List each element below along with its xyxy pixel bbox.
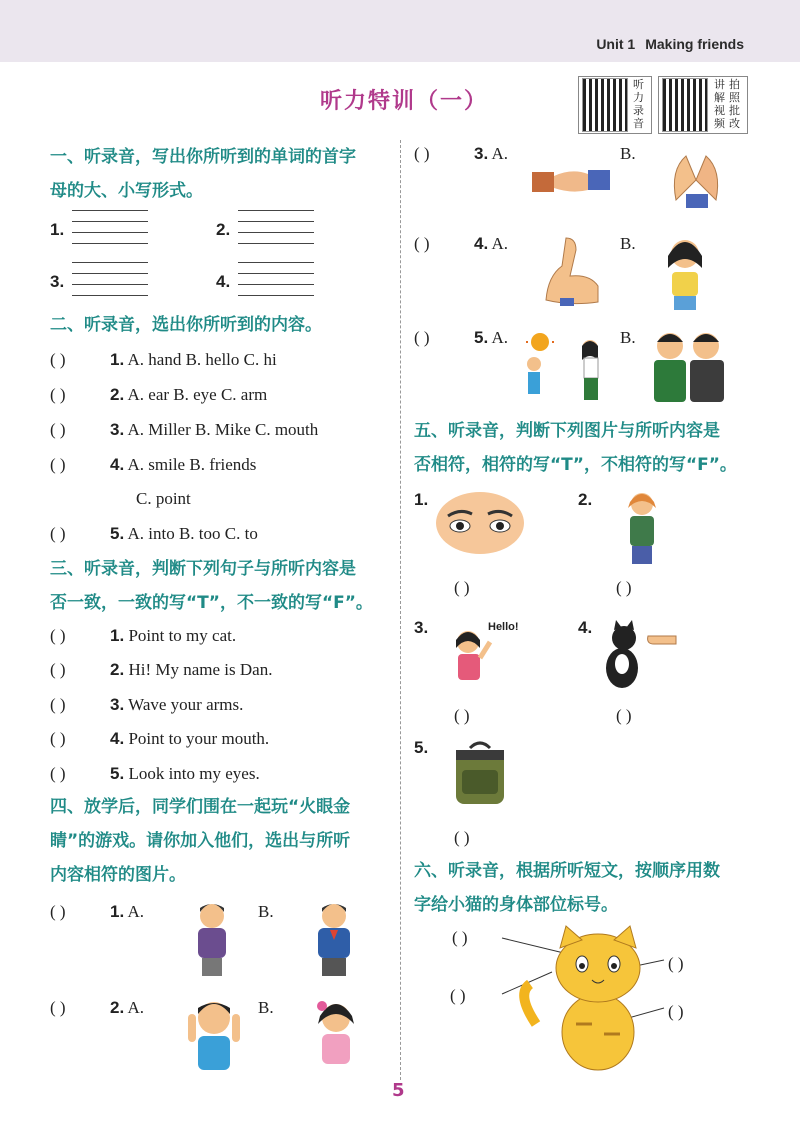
handshake-image[interactable] (532, 164, 610, 198)
qr-label-photo: 拍照批改 (729, 78, 740, 130)
clapping-hands-image[interactable] (666, 150, 726, 210)
page-title: 听力特训（一） (320, 89, 489, 114)
section3-heading: 三、听录音，判断下列句子与所听内容是 否一致，一致的写“T”，不一致的写“F”。 (50, 559, 373, 613)
s6-answer-1[interactable]: ( ) (452, 928, 468, 947)
eyes-face-image[interactable] (436, 492, 524, 554)
s4-item-2-b: B. (258, 998, 274, 1017)
unit-header: Unit 1 Making friends (596, 36, 744, 52)
s4-item-5[interactable]: ( ) 5. A. (414, 328, 509, 347)
s1-num-2: 2. (216, 220, 231, 239)
s3-item-4[interactable]: ( ) 4. Point to your mouth. (50, 729, 270, 748)
writing-lines-1[interactable] (72, 200, 148, 244)
s3-item-5[interactable]: ( ) 5. Look into my eyes. (50, 764, 260, 783)
s1-num-4: 4. (216, 272, 231, 291)
s2-item-1[interactable]: ( ) 1. A. hand B. hello C. hi (50, 350, 277, 369)
s4-item-1[interactable]: ( ) 1. A. (50, 902, 145, 921)
writing-lines-2[interactable] (238, 200, 314, 244)
s4-item-3[interactable]: ( ) 3. A. (414, 144, 509, 163)
girl-waving-image[interactable] (446, 618, 526, 692)
s4-item-5-b: B. (620, 328, 636, 347)
s2-item-3[interactable]: ( ) 3. A. Miller B. Mike C. mouth (50, 420, 319, 439)
s5-answer-2[interactable]: ( ) (616, 578, 632, 597)
boy-pointing-nose-image[interactable] (310, 900, 358, 980)
qr-label-video: 讲解视频 (714, 78, 725, 130)
s5-answer-3[interactable]: ( ) (454, 706, 470, 725)
girl-touching-ears-image[interactable] (312, 996, 360, 1072)
s5-num-1: 1. (414, 490, 429, 509)
s1-num-1: 1. (50, 220, 65, 239)
qr-label-listen: 听力录音 (633, 78, 644, 130)
section6-heading: 六、听录音，根据所听短文，按顺序用数 字给小猫的身体部位标号。 (414, 861, 720, 915)
s6-answer-3[interactable]: ( ) (668, 954, 684, 973)
section5-heading: 五、听录音，判断下列图片与所听内容是 否相符，相符的写“T”，不相符的写“F”。 (414, 421, 737, 475)
s1-num-3: 3. (50, 272, 65, 291)
s4-item-4-b: B. (620, 234, 636, 253)
s4-item-2[interactable]: ( ) 2. A. (50, 998, 145, 1017)
s5-num-5: 5. (414, 738, 429, 757)
s3-item-1[interactable]: ( ) 1. Point to my cat. (50, 626, 237, 645)
arm-image[interactable] (540, 236, 600, 308)
qr-code-icon[interactable] (662, 78, 708, 132)
section1-heading: 一、听录音，写出你所听到的单词的首字 母的大、小写形式。 (50, 147, 356, 201)
s6-answer-4[interactable]: ( ) (668, 1002, 684, 1021)
s2-item-5[interactable]: ( ) 5. A. into B. too C. to (50, 524, 258, 543)
s6-answer-2[interactable]: ( ) (450, 986, 466, 1005)
s5-answer-5[interactable]: ( ) (454, 828, 470, 847)
section4-heading: 四、放学后，同学们围在一起玩“火眼金 睛”的游戏。请你加入他们，选出与所听 内容相符的图片。 (50, 797, 351, 885)
writing-lines-4[interactable] (238, 252, 314, 296)
header-band (0, 0, 800, 62)
pointer-line-eye (502, 938, 568, 954)
s4-item-3-b: B. (620, 144, 636, 163)
girl-pointing-ear-image[interactable] (660, 234, 710, 314)
s2-item-4-option-c[interactable]: C. point (136, 489, 191, 508)
s2-item-2[interactable]: ( ) 2. A. ear B. eye C. arm (50, 385, 268, 404)
s5-num-2: 2. (578, 490, 593, 509)
s5-answer-1[interactable]: ( ) (454, 578, 470, 597)
sun-and-children-image[interactable] (524, 330, 614, 410)
s4-item-1-b: B. (258, 902, 274, 921)
s3-item-3[interactable]: ( ) 3. Wave your arms. (50, 695, 244, 714)
boy-pointing-mouth-image[interactable] (190, 900, 234, 980)
girl-pointing-nose-image[interactable] (622, 488, 662, 568)
s5-num-3: 3. (414, 618, 429, 637)
writing-lines-3[interactable] (72, 252, 148, 296)
s2-item-4[interactable]: ( ) 4. A. smile B. friends (50, 455, 257, 474)
cat-and-pointing-hand-image[interactable] (600, 620, 680, 692)
page-number: 5 (392, 1080, 405, 1101)
s5-answer-4[interactable]: ( ) (616, 706, 632, 725)
s4-item-4[interactable]: ( ) 4. A. (414, 234, 509, 253)
boy-touching-ears-image[interactable] (184, 996, 244, 1072)
schoolbag-image[interactable] (450, 740, 510, 806)
section2-heading: 二、听录音，选出你所听到的内容。 (50, 315, 322, 335)
qr-code-icon[interactable] (582, 78, 628, 132)
column-divider (400, 140, 401, 1080)
s3-item-2[interactable]: ( ) 2. Hi! My name is Dan. (50, 660, 273, 679)
two-friends-image[interactable] (648, 330, 730, 406)
hello-label: Hello! (488, 621, 519, 633)
cat-body-parts-image[interactable] (496, 924, 676, 1074)
s5-num-4: 4. (578, 618, 593, 637)
